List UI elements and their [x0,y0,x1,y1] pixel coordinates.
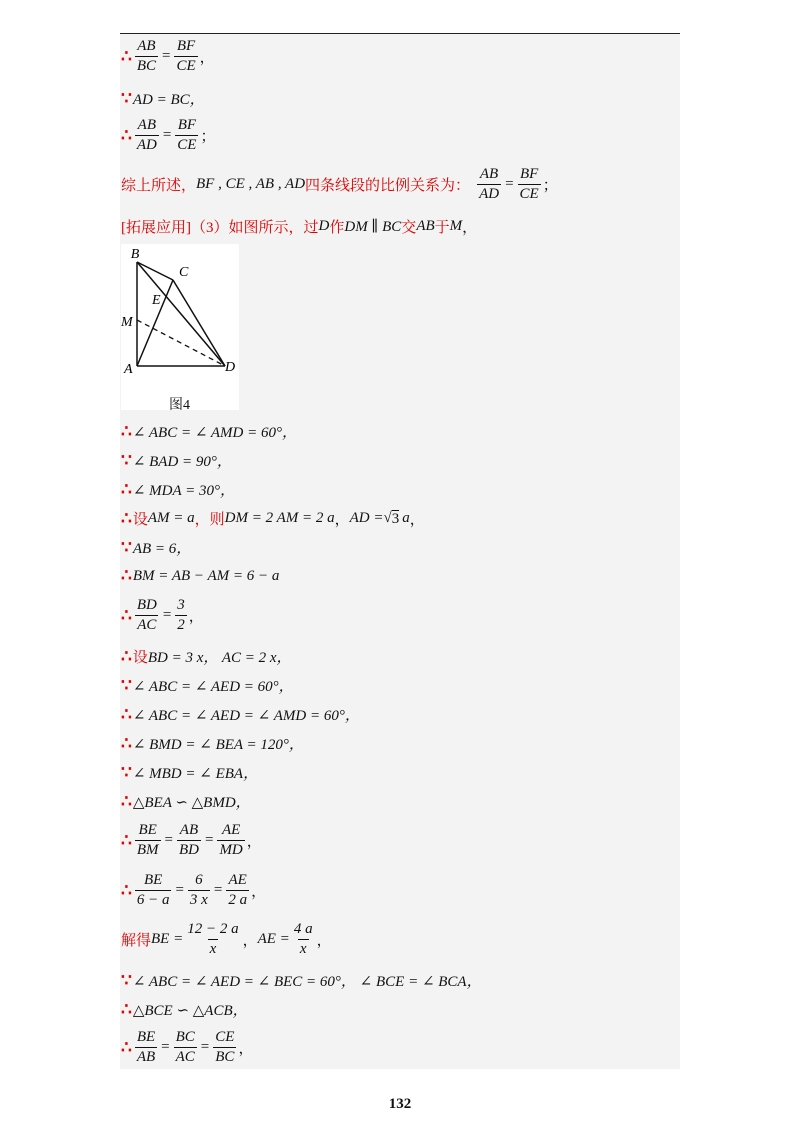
step-line: ∴ $\frac{BD}{AC}$ = $\frac{3}{2}$ ， [121,597,204,633]
step-line: ∴ △BEA ∽ △BMD， [121,791,251,811]
fraction: $\frac{12 - 2 a}{x}$ [187,921,239,957]
fraction: $\frac{AE}{2 a}$ [228,872,248,908]
step-line: ∴ △BCE ∽ △ACB， [121,999,248,1019]
fraction: $\frac{3}{2}$ [177,597,185,633]
fraction: $\frac{BF}{CE}$ [519,166,539,202]
fraction: $\frac{AB}{BC}$ [136,38,156,74]
step-line: ∴ $\frac{BE}{6 - a}$ = $\frac{6}{3 x}$ = $\frac{AE}{2 a}$ ， [121,872,267,908]
fraction: $\frac{BE}{BM}$ [136,822,159,858]
fraction: $\frac{BE}{6 - a}$ [136,872,170,908]
label-m: M [121,315,133,330]
fraction: $\frac{BF}{CE}$ [177,117,197,153]
fraction: $\frac{CE}{BC}$ [215,1029,235,1065]
solve-line: 解得 BE = $\frac{12 - 2 a}{x}$ ， AE = $\frac{4 a}{x}$ ， [121,921,332,957]
page-number: 132 [388,1096,412,1112]
therefore-symbol: ∴ [121,46,132,66]
fraction: $\frac{BF}{CE}$ [176,38,196,74]
therefore-symbol: ∴ [121,125,132,145]
step-line: ∵ ∠ MBD = ∠ EBA， [121,762,259,782]
step-line: ∵ ∠ ABC = ∠ AED = 60°， [121,675,294,695]
step-line: ∵ ∠ BAD = 90°， [121,450,232,470]
fraction: $\frac{4 a}{x}$ [293,921,313,957]
sqrt-symbol: √ [383,510,392,526]
step-line: ∴ ∠ BMD = ∠ BEA = 120°， [121,733,304,753]
step-line: ∴ $\frac{AB}{BC}$ = $\frac{BF}{CE}$ ， [121,38,215,74]
summary-line: 综上所述， BF , CE , AB , AD 四条线段的比例关系为： $\frac{AB}{AD}$ = $\frac{BF}{CE}$ ； [121,166,558,202]
label-d: D [225,360,236,375]
step-line: ∴ $\frac{BE}{BM}$ = $\frac{AB}{BD}$ = $\frac{AE}{MD}$ ， [121,822,262,858]
extension-heading: [拓展应用]（3）如图所示，过 D 作 DM ∥ BC 交 AB 于 M ， [121,218,478,236]
geometry-figure [121,244,239,413]
fraction: $\frac{BC}{AC}$ [175,1029,195,1065]
step-line: ∴ $\frac{BE}{AB}$ = $\frac{BC}{AC}$ = $\frac{CE}{BC}$ ， [121,1029,254,1065]
fraction: $\frac{BD}{AC}$ [136,597,157,633]
step-line: ∴ $\frac{AB}{AD}$ = $\frac{BF}{CE}$ ； [121,117,216,153]
label-c: C [179,265,189,280]
step-line: ∴ 设 AM = a ，则 DM = 2 AM = 2 a ， AD = √ 3 a ， [121,508,425,528]
step-line: ∵ ∠ ABC = ∠ AED = ∠ BEC = 60°， ∠ BCE = ∠ BCA， [121,970,482,990]
fraction: $\frac{AE}{MD}$ [219,822,243,858]
figure-caption: 图4 [169,398,190,413]
step-line: ∴ ∠ ABC = ∠ AED = ∠ AMD = 60°， [121,704,360,724]
fraction: $\frac{6}{3 x}$ [189,872,208,908]
step-line: ∵ AB = 6， [121,537,192,557]
step-line: ∴ 设 BD = 3 x， AC = 2 x， [121,646,292,666]
label-b: B [130,247,140,262]
step-line: ∴ BM = AB − AM = 6 − a [121,566,280,585]
fraction: $\frac{AB}{AD}$ [479,166,500,202]
label-a: A [124,362,133,377]
fraction: $\frac{AB}{BD}$ [178,822,199,858]
step-line: ∵ AD = BC， [121,88,205,108]
step-line: ∴ ∠ ABC = ∠ AMD = 60°， [121,421,297,441]
step-line: ∴ ∠ MDA = 30°， [121,479,235,499]
triangle-diagram [121,244,239,392]
label-e: E [152,293,161,308]
fraction: $\frac{AB}{AD}$ [136,117,157,153]
fraction: $\frac{BE}{AB}$ [136,1029,156,1065]
because-symbol: ∵ [121,88,132,108]
